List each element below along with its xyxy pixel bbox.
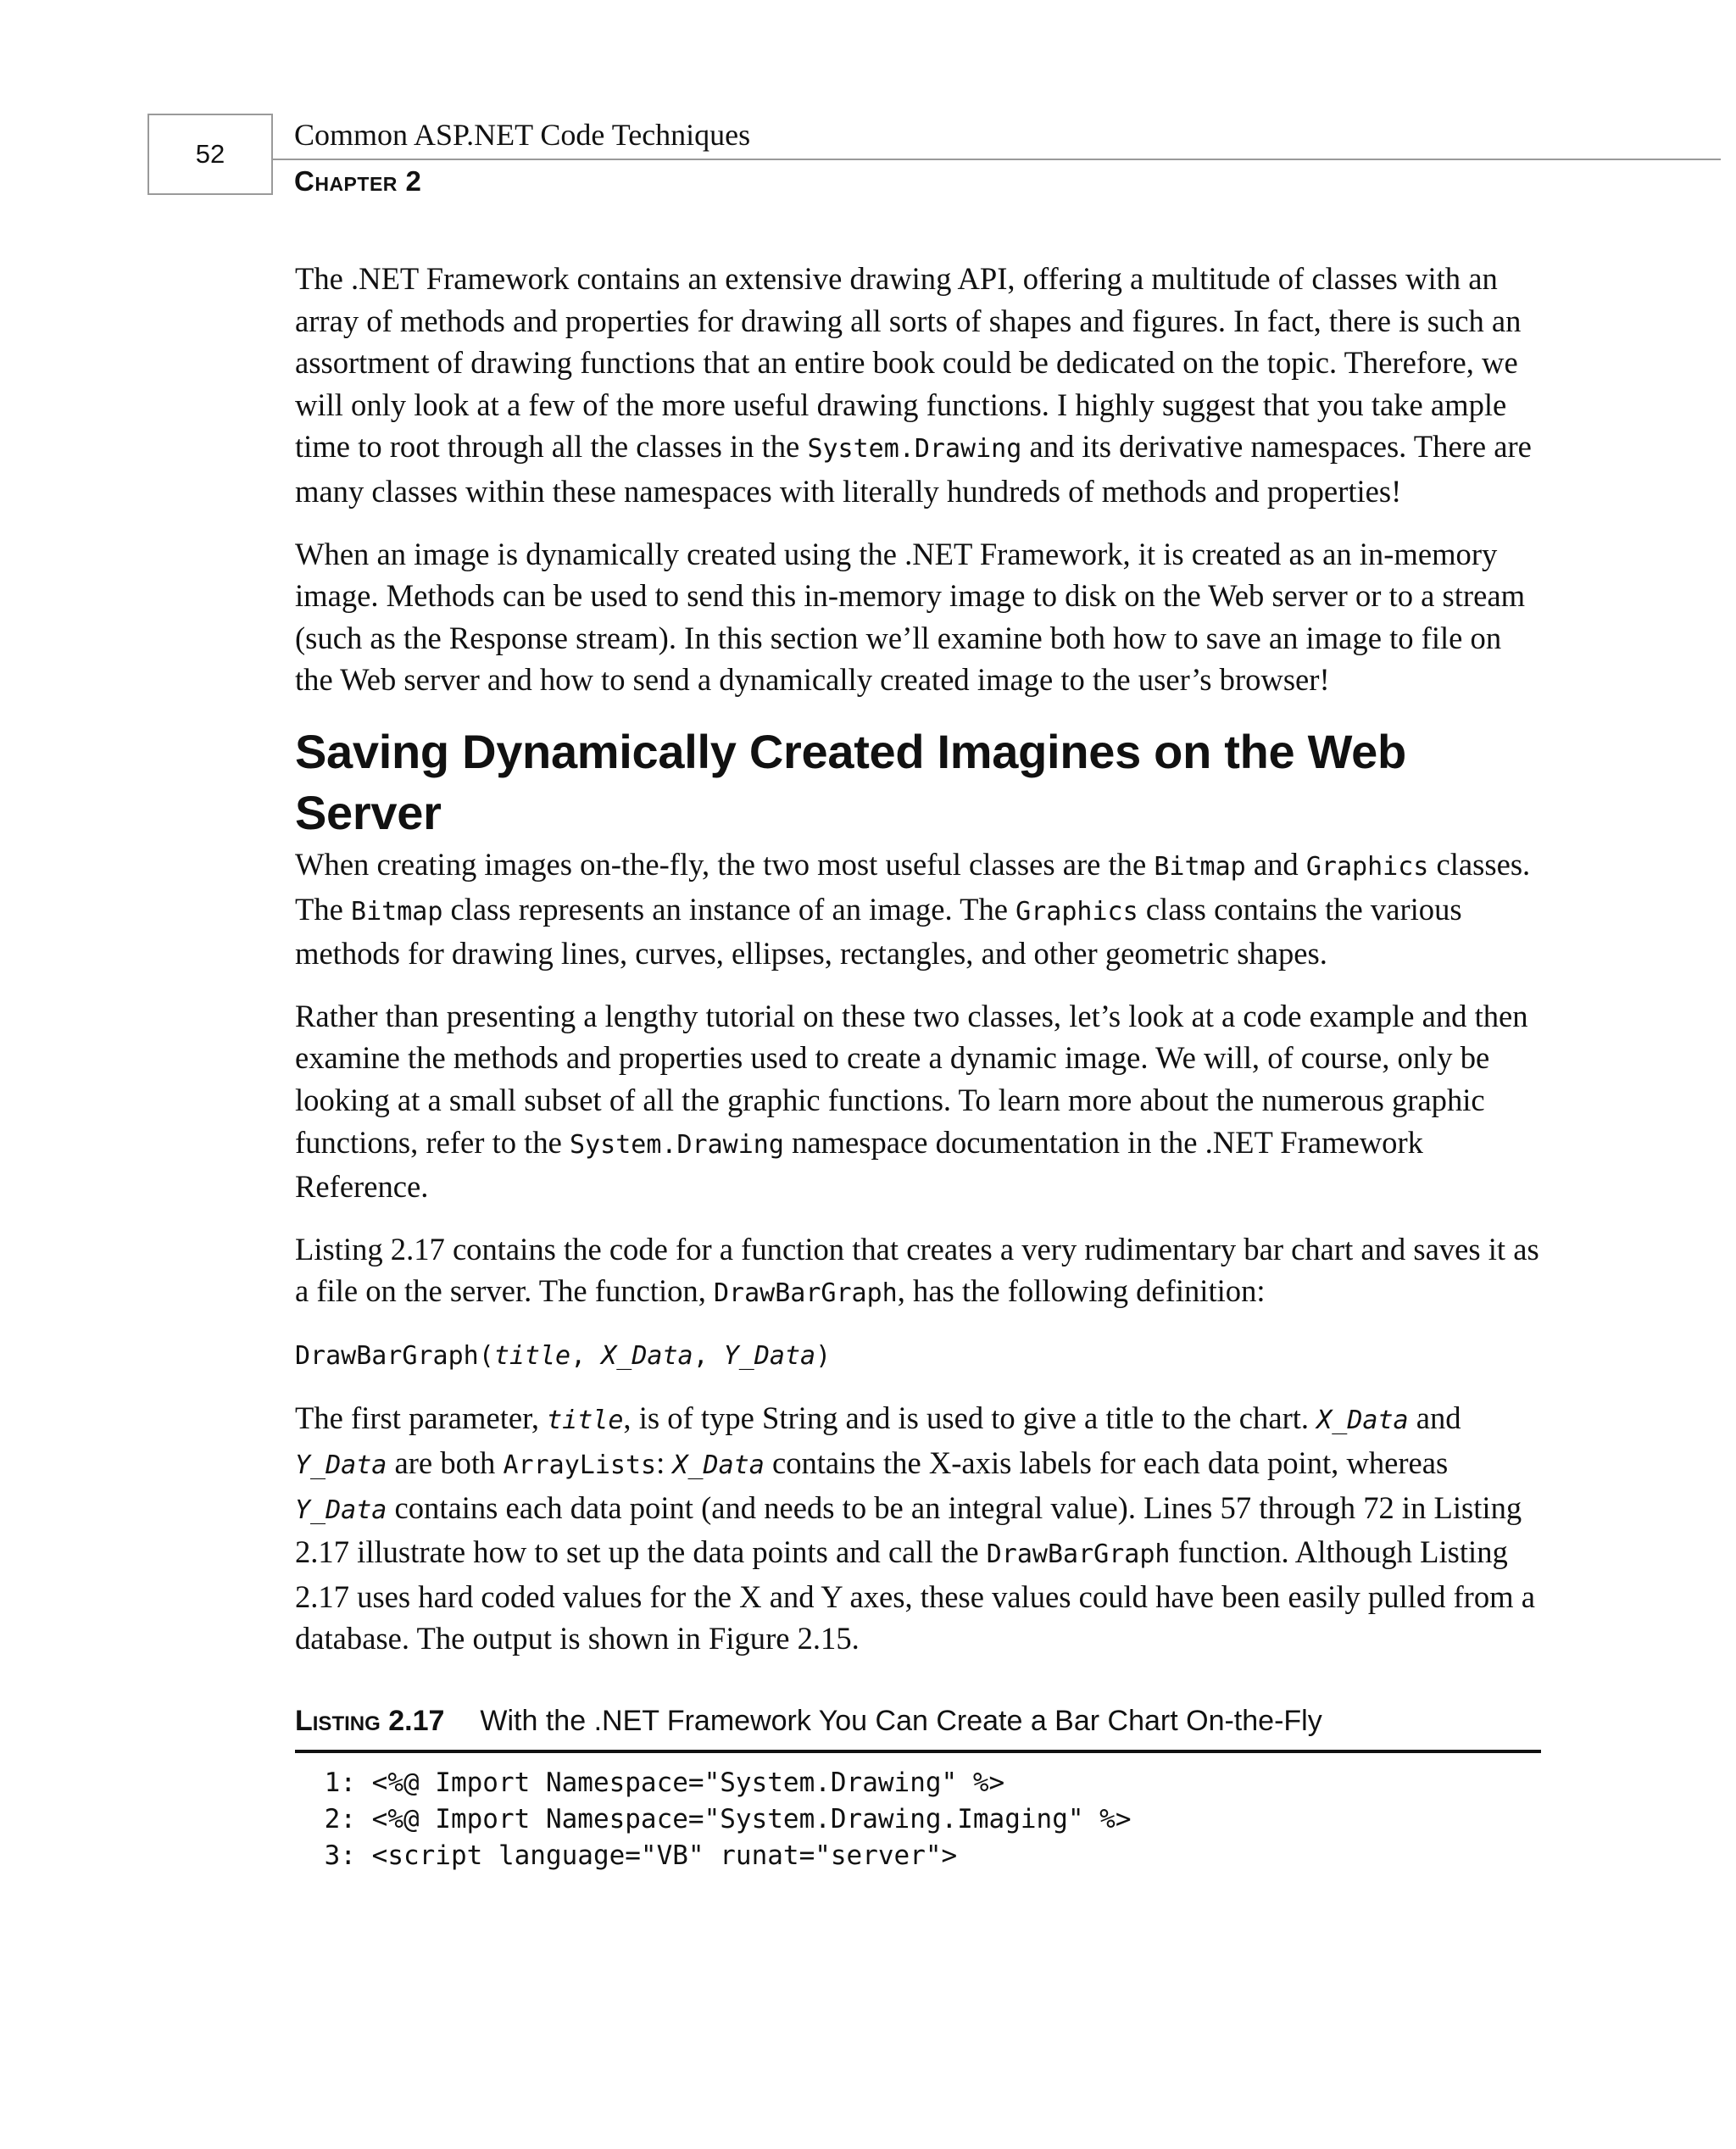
inline-code: System.Drawing — [807, 434, 1022, 465]
inline-code: X_Data — [672, 1450, 765, 1481]
listing-title: With the .NET Framework You Can Create a Bar Chart On-the-Fly — [480, 1705, 1322, 1738]
chapter-label: Chapter 2 — [294, 165, 422, 197]
inline-code: Graphics — [1305, 851, 1429, 882]
paragraph-tutorial: Rather than presenting a lengthy tutorial on these two classes, let’s look at a code example and then examine the methods and properties used to create a dynamic image. We will, of course, only be looking at a small subset of all the graphic functions. To learn more about the numerous graphic functions, refer to the System.Drawing namespace documentation in the .NET Framework Reference. — [295, 998, 1528, 1205]
function-definition: DrawBarGraph(title, X_Data, Y_Data) — [295, 1340, 832, 1371]
inline-code: Y_Data — [295, 1450, 387, 1481]
listing-label: Listing 2.17 — [295, 1705, 445, 1738]
code-line: 3: <script language="VB" runat="server"> — [309, 1840, 958, 1872]
inline-code: Bitmap — [1154, 851, 1246, 882]
inline-code: title — [547, 1406, 624, 1436]
inline-code: Graphics — [1015, 896, 1138, 927]
paragraph-classes: When creating images on-the-fly, the two most useful classes are the Bitmap and Graphics classes. The Bitmap class represents an instance of an image. The Graphics class contains the various methods for drawing lines, curves, ellipses, rectangles, and other geometric shapes. — [295, 846, 1531, 972]
section-heading: Saving Dynamically Created Imagines on the Web Server — [295, 724, 1406, 839]
page-number: 52 — [147, 114, 273, 195]
page-body — [295, 258, 1541, 1874]
paragraph-parameters: The first parameter, title, is of type String and is used to give a title to the chart. X_Data and Y_Data are both ArrayLists: X_Data contains the X-axis labels for each data point, whereas Y_Data contains each data point (and needs to be an integral value). Lines 57 through 72 in Listing 2.17 illustrate how to set up the data points and call the DrawBarGraph function. Although Listing 2.17 uses hard coded values for the X and Y axes, these values could have been easily pulled from a database. The output is shown in Figure 2.15. — [295, 1400, 1535, 1656]
paragraph-listing-intro: Listing 2.17 contains the code for a function that creates a very rudimentary bar chart and saves it as a file on the server. The function, DrawBarGraph, has the following definition: — [295, 1231, 1539, 1309]
inline-code: Bitmap — [351, 896, 443, 927]
code-line: 1: <%@ Import Namespace="System.Drawing" %> — [309, 1768, 1005, 1799]
code-listing — [295, 1765, 1541, 1874]
inline-code: System.Drawing — [570, 1129, 784, 1160]
code-line: 2: <%@ Import Namespace="System.Drawing.Imaging" %> — [309, 1804, 1132, 1835]
inline-code: Y_Data — [295, 1495, 387, 1525]
paragraph-in-memory: When an image is dynamically created using the .NET Framework, it is created as an in-memory image. Methods can be used to send this in-memory image to disk on the Web server or to a stream (such as the Response stream). In this section we’ll examine both how to save an image to file on the Web server and how to send a dynamically created image to the user’s browser! — [295, 536, 1526, 698]
paragraph-intro: The .NET Framework contains an extensive drawing API, offering a multitude of classes with an array of methods and properties for drawing all sorts of shapes and figures. In fact, there is such an assortment of drawing functions that an entire book could be dedicated on the topic. Therefore, we will only look at a few of the more useful drawing functions. I highly suggest that you take ample time to root through all the classes in the System.Drawing and its derivative namespaces. There are many classes within these namespaces with literally hundreds of methods and properties! — [295, 261, 1532, 509]
listing-caption — [295, 1701, 1541, 1753]
inline-code: DrawBarGraph — [713, 1278, 898, 1309]
inline-code: DrawBarGraph — [986, 1539, 1171, 1570]
inline-code: X_Data — [1316, 1406, 1409, 1436]
running-title: Common ASP.NET Code Techniques — [294, 118, 751, 152]
header-rule — [273, 159, 1721, 160]
inline-code: ArrayLists — [503, 1450, 657, 1481]
